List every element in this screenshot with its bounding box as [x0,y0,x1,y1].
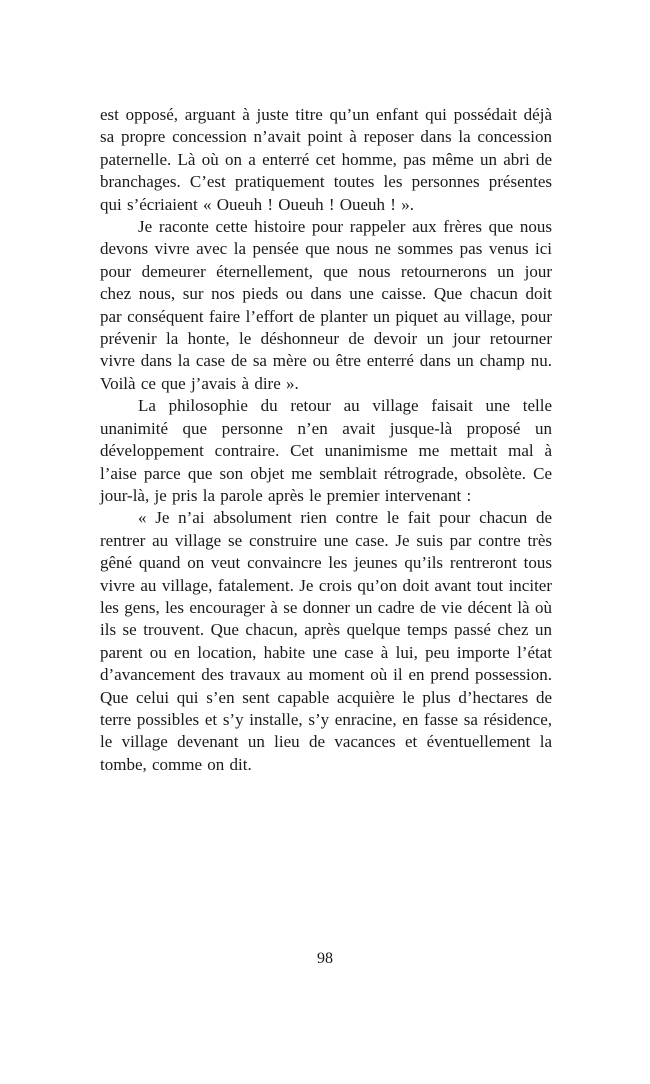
paragraph: Je raconte cette histoire pour rappeler aux frères que nous devons vivre avec la pensée que nous ne sommes pas venus ici pour demeurer éternellement, que nous retournerons un jour chez nous, sur nos pieds ou dans une caisse. Que chacun doit par conséquent faire l’effort de planter un piquet au village, pour prévenir la honte, le déshonneur de devoir un jour retourner vivre dans la case de sa mère ou être enterré dans un champ nu. Voilà ce que j’avais à dire ». [100,217,552,393]
paragraph: est opposé, arguant à juste titre qu’un enfant qui possédait déjà sa propre concession n’avait point à reposer dans la concession paternelle. Là où on a enterré cet homme, pas même un abri de branchages. C’est pratiquement toutes les personnes présentes qui s’écriaient « Oueuh ! Oueuh ! Oueuh ! ». [100,105,552,214]
page-text-block [100,104,552,776]
paragraph: « Je n’ai absolument rien contre le fait pour chacun de rentrer au village se construire une case. Je suis par contre très gêné quand on veut convaincre les jeunes qu’ils rentreront tous vivre au village, fatalement. Je crois qu’on doit avant tout inciter les gens, les encourager à se donner un cadre de vie décent là où ils se trouvent. Que chacun, après quelque temps passé chez un parent ou en location, habite une case à lui, peu importe l’état d’avancement des travaux au moment où il en prend possession. Que celui qui s’en sent capable acquière le plus d’hectares de terre possibles et s’y installe, s’y enracine, en fasse sa résidence, le village devenant un lieu de vacances et éventuellement la tombe, comme on dit. [100,508,552,774]
page-number: 98 [317,950,333,967]
paragraph: La philosophie du retour au village faisait une telle unanimité que personne n’en avait jusque-là proposé un développement contraire. Cet unanimisme me mettait mal à l’aise parce que son objet me semblait rétrograde, obsolète. Ce jour-là, je pris la parole après le premier intervenant : [100,396,552,505]
